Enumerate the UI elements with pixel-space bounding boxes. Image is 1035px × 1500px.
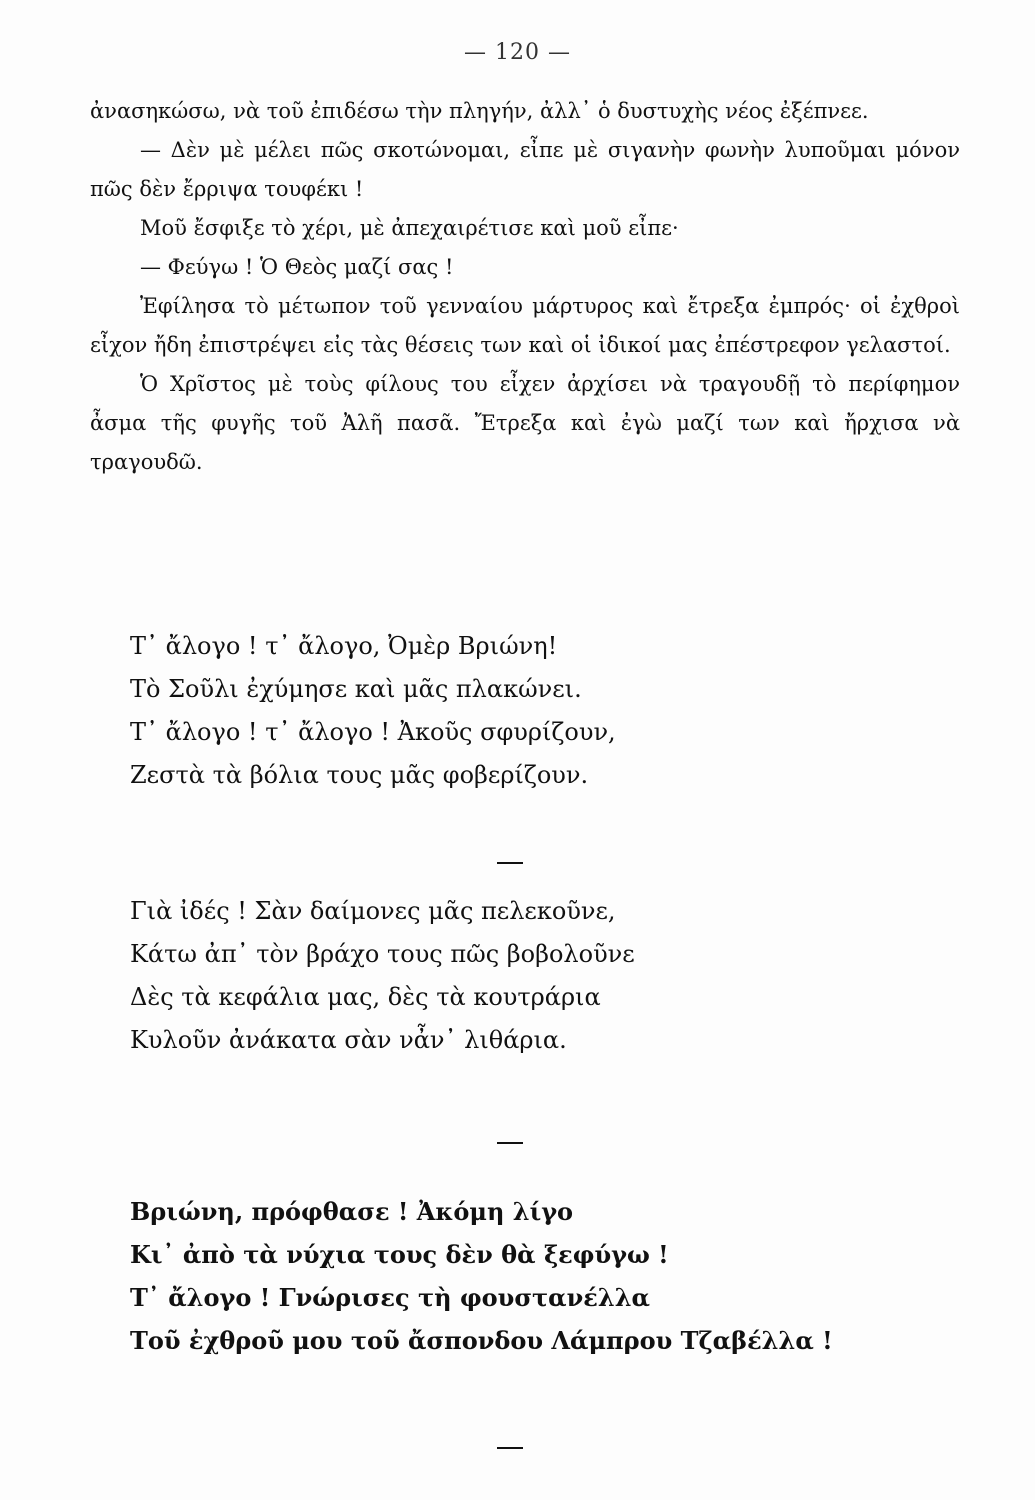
poem-line: Δὲς τὰ κεφάλια μας, δὲς τὰ κουτράρια <box>130 983 601 1011</box>
stanza-divider <box>497 1142 523 1144</box>
paragraph: — Φεύγω ! Ὁ Θεὸς μαζί σας ! <box>140 255 454 279</box>
poem-line: Κάτω ἀπ᾽ τὸν βράχο τους πῶς βοβολοῦνε <box>130 940 635 968</box>
poem-stanza <box>130 625 930 797</box>
poem-line: Τοῦ ἐχθροῦ μου τοῦ ἄσπονδου Λάμπρου Τζαβέλλα ! <box>130 1326 833 1355</box>
poem-line: Τὸ Σοῦλι ἐχύμησε καὶ μᾶς πλακώνει. <box>130 675 582 703</box>
poem-line: Βριώνη, πρόφθασε ! Ἀκόμη λίγο <box>130 1197 574 1226</box>
poem-line: Τ᾽ ἄλογο ! Γνώρισες τὴ φουστανέλλα <box>130 1283 650 1312</box>
paragraph: Μοῦ ἔσφιξε τὸ χέρι, μὲ ἀπεχαιρέτισε καὶ μοῦ εἶπε· <box>140 216 679 240</box>
page-number: — 120 — <box>464 40 571 65</box>
paragraph: Ἐφίλησα τὸ μέτωπον τοῦ γενναίου μάρτυρος καὶ ἔτρεξα ἐμπρός· οἱ ἐχθροὶ εἶχον ἤδη ἐπιστρέψει εἰς τὰς θέσεις των καὶ οἱ ἰδικοί μας ἐπέστρεφον γελαστοί. <box>90 294 960 357</box>
poem-line: Γιὰ ἰδές ! Σὰν δαίμονες μᾶς πελεκοῦνε, <box>130 897 616 925</box>
poem-line: Ζεστὰ τὰ βόλια τους μᾶς φοβερίζουν. <box>130 761 589 789</box>
poem-line: Κυλοῦν ἀνάκατα σὰν νἆν᾽ λιθάρια. <box>130 1026 567 1054</box>
paragraph: Ὁ Χρῖστος μὲ τοὺς φίλους του εἶχεν ἀρχίσει νὰ τραγουδῇ τὸ περίφημον ἆσμα τῆς φυγῆς τοῦ Ἀλῆ πασᾶ. Ἔτρεξα καὶ ἐγὼ μαζί των καὶ ἤρχισα νὰ τραγουδῶ. <box>90 372 960 474</box>
poem-line: Τ᾽ ἄλογο ! τ᾽ ἄλογο, Ὀμὲρ Βριώνη! <box>130 632 558 660</box>
poem-line: Τ᾽ ἄλογο ! τ᾽ ἄλογο ! Ἀκοῦς σφυρίζουν, <box>130 718 616 746</box>
stanza-divider <box>497 862 523 864</box>
poem-stanza <box>130 890 930 1062</box>
paragraph: — Δὲν μὲ μέλει πῶς σκοτώνομαι, εἶπε μὲ σιγανὴν φωνὴν λυποῦμαι μόνον πῶς δὲν ἔρριψα τουφέκι ! <box>90 138 960 201</box>
paragraph: ἀνασηκώσω, νὰ τοῦ ἐπιδέσω τὴν πληγήν, ἀλλ᾽ ὁ δυστυχὴς νέος ἐξέπνεε. <box>90 99 869 123</box>
stanza-divider <box>497 1447 523 1449</box>
poem-line: Κι᾽ ἀπὸ τὰ νύχια τους δὲν θὰ ξεφύγω ! <box>130 1240 669 1269</box>
prose-block <box>90 92 960 482</box>
poem-stanza <box>130 1190 930 1362</box>
